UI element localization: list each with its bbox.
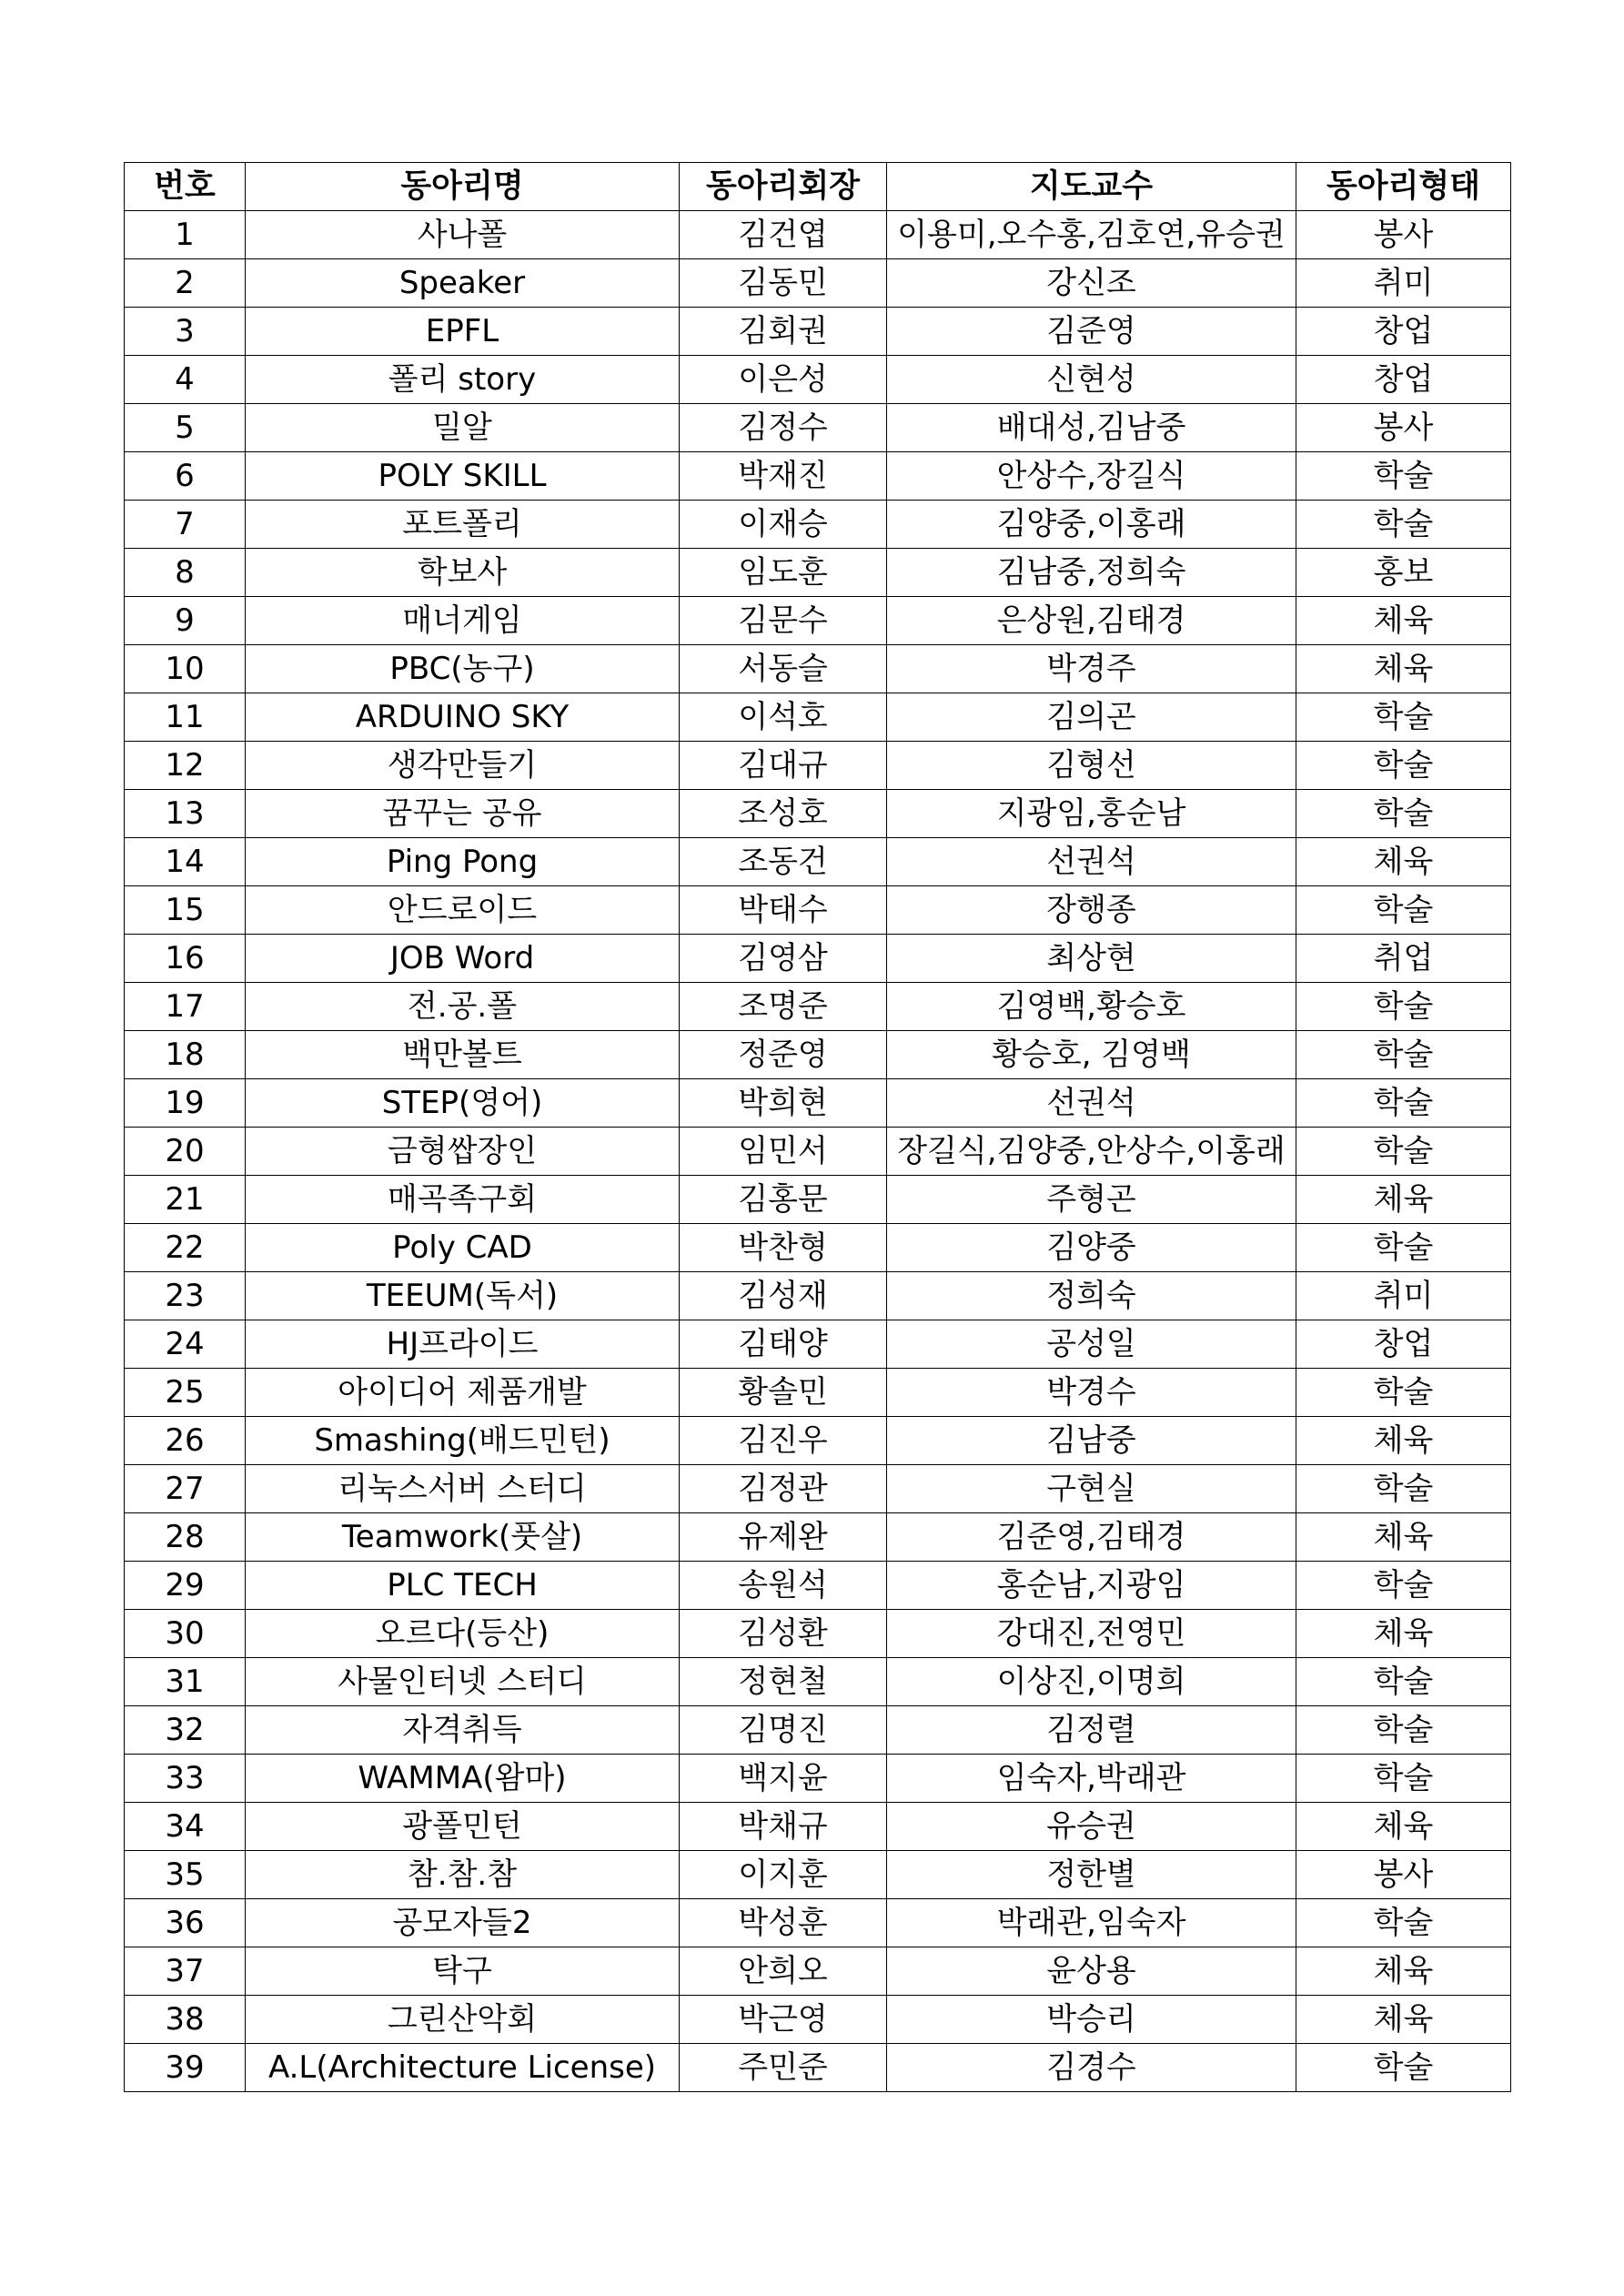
cell-number: 19 xyxy=(125,1079,246,1128)
cell-advisor: 정한별 xyxy=(887,1851,1296,1899)
cell-number: 6 xyxy=(125,452,246,501)
cell-club-president: 임민서 xyxy=(680,1128,887,1176)
cell-number: 34 xyxy=(125,1803,246,1851)
cell-advisor: 김영백,황승호 xyxy=(887,983,1296,1031)
table-row xyxy=(125,1851,1511,1899)
table-row xyxy=(125,549,1511,597)
table-row xyxy=(125,404,1511,452)
cell-number: 32 xyxy=(125,1706,246,1755)
cell-number: 28 xyxy=(125,1513,246,1562)
cell-club-type: 체육 xyxy=(1296,1417,1511,1465)
cell-club-name: EPFL xyxy=(246,308,680,356)
cell-club-name: Smashing(배드민턴) xyxy=(246,1417,680,1465)
cell-club-type: 취미 xyxy=(1296,1272,1511,1320)
cell-club-name: 리눅스서버 스터디 xyxy=(246,1465,680,1513)
cell-club-president: 조성호 xyxy=(680,790,887,838)
header-club-type: 동아리형태 xyxy=(1296,163,1511,211)
cell-club-president: 백지윤 xyxy=(680,1755,887,1803)
cell-club-name: 탁구 xyxy=(246,1947,680,1996)
cell-advisor: 윤상용 xyxy=(887,1947,1296,1996)
cell-club-president: 김동민 xyxy=(680,259,887,308)
cell-club-name: STEP(영어) xyxy=(246,1079,680,1128)
cell-number: 22 xyxy=(125,1224,246,1272)
cell-club-president: 김문수 xyxy=(680,597,887,645)
cell-club-type: 체육 xyxy=(1296,645,1511,693)
cell-number: 12 xyxy=(125,742,246,790)
cell-club-type: 체육 xyxy=(1296,1610,1511,1658)
cell-advisor: 장행종 xyxy=(887,886,1296,935)
table-row xyxy=(125,886,1511,935)
cell-club-type: 봉사 xyxy=(1296,211,1511,259)
cell-club-type: 학술 xyxy=(1296,693,1511,742)
cell-club-president: 안희오 xyxy=(680,1947,887,1996)
cell-club-type: 체육 xyxy=(1296,1996,1511,2044)
cell-number: 11 xyxy=(125,693,246,742)
cell-club-name: POLY SKILL xyxy=(246,452,680,501)
cell-number: 36 xyxy=(125,1899,246,1947)
cell-club-name: TEEUM(독서) xyxy=(246,1272,680,1320)
cell-advisor: 임숙자,박래관 xyxy=(887,1755,1296,1803)
cell-club-type: 체육 xyxy=(1296,1947,1511,1996)
cell-club-type: 학술 xyxy=(1296,790,1511,838)
cell-club-name: 꿈꾸는 공유 xyxy=(246,790,680,838)
cell-number: 9 xyxy=(125,597,246,645)
cell-club-type: 학술 xyxy=(1296,1128,1511,1176)
cell-club-president: 김회권 xyxy=(680,308,887,356)
cell-club-president: 박채규 xyxy=(680,1803,887,1851)
cell-club-name: 안드로이드 xyxy=(246,886,680,935)
cell-club-type: 체육 xyxy=(1296,597,1511,645)
cell-advisor: 최상현 xyxy=(887,935,1296,983)
cell-club-president: 조동건 xyxy=(680,838,887,886)
cell-club-type: 체육 xyxy=(1296,1176,1511,1224)
table-row xyxy=(125,742,1511,790)
cell-club-name: Ping Pong xyxy=(246,838,680,886)
cell-club-president: 유제완 xyxy=(680,1513,887,1562)
cell-advisor: 김남중 xyxy=(887,1417,1296,1465)
cell-number: 38 xyxy=(125,1996,246,2044)
cell-club-president: 박성훈 xyxy=(680,1899,887,1947)
cell-number: 27 xyxy=(125,1465,246,1513)
cell-club-president: 김성재 xyxy=(680,1272,887,1320)
header-club-president: 동아리회장 xyxy=(680,163,887,211)
cell-advisor: 김남중,정희숙 xyxy=(887,549,1296,597)
cell-club-president: 김성환 xyxy=(680,1610,887,1658)
cell-club-type: 창업 xyxy=(1296,1320,1511,1369)
cell-club-type: 학술 xyxy=(1296,1562,1511,1610)
cell-advisor: 강신조 xyxy=(887,259,1296,308)
cell-club-name: 사물인터넷 스터디 xyxy=(246,1658,680,1706)
cell-club-president: 김정수 xyxy=(680,404,887,452)
cell-club-type: 학술 xyxy=(1296,501,1511,549)
header-club-name: 동아리명 xyxy=(246,163,680,211)
cell-advisor: 신현성 xyxy=(887,356,1296,404)
cell-club-name: 그린산악회 xyxy=(246,1996,680,2044)
cell-club-name: Speaker xyxy=(246,259,680,308)
cell-club-name: 자격취득 xyxy=(246,1706,680,1755)
table-row xyxy=(125,1272,1511,1320)
cell-club-name: 광폴민턴 xyxy=(246,1803,680,1851)
cell-number: 14 xyxy=(125,838,246,886)
cell-advisor: 지광임,홍순남 xyxy=(887,790,1296,838)
cell-advisor: 유승권 xyxy=(887,1803,1296,1851)
cell-advisor: 주형곤 xyxy=(887,1176,1296,1224)
cell-club-name: 매곡족구회 xyxy=(246,1176,680,1224)
cell-club-president: 송원석 xyxy=(680,1562,887,1610)
cell-club-president: 박희현 xyxy=(680,1079,887,1128)
cell-club-type: 학술 xyxy=(1296,1899,1511,1947)
cell-club-president: 정준영 xyxy=(680,1031,887,1079)
cell-advisor: 구현실 xyxy=(887,1465,1296,1513)
cell-club-name: 사나폴 xyxy=(246,211,680,259)
table-row xyxy=(125,1031,1511,1079)
cell-club-president: 김대규 xyxy=(680,742,887,790)
cell-number: 2 xyxy=(125,259,246,308)
cell-advisor: 선권석 xyxy=(887,838,1296,886)
table-row xyxy=(125,597,1511,645)
cell-club-type: 봉사 xyxy=(1296,404,1511,452)
cell-club-name: 공모자들2 xyxy=(246,1899,680,1947)
cell-club-name: 아이디어 제품개발 xyxy=(246,1369,680,1417)
cell-advisor: 김의곤 xyxy=(887,693,1296,742)
cell-club-type: 취미 xyxy=(1296,259,1511,308)
cell-advisor: 박승리 xyxy=(887,1996,1296,2044)
cell-club-president: 박근영 xyxy=(680,1996,887,2044)
cell-club-name: Poly CAD xyxy=(246,1224,680,1272)
cell-club-name: 밀알 xyxy=(246,404,680,452)
cell-club-name: 금형쌉장인 xyxy=(246,1128,680,1176)
club-table xyxy=(124,162,1511,2092)
cell-club-type: 체육 xyxy=(1296,1803,1511,1851)
cell-club-type: 창업 xyxy=(1296,356,1511,404)
cell-number: 33 xyxy=(125,1755,246,1803)
cell-club-president: 김건엽 xyxy=(680,211,887,259)
cell-club-name: 매너게임 xyxy=(246,597,680,645)
cell-club-type: 학술 xyxy=(1296,1465,1511,1513)
cell-club-type: 학술 xyxy=(1296,452,1511,501)
table-row xyxy=(125,983,1511,1031)
cell-number: 10 xyxy=(125,645,246,693)
cell-club-type: 학술 xyxy=(1296,886,1511,935)
cell-number: 39 xyxy=(125,2044,246,2092)
cell-club-type: 학술 xyxy=(1296,1706,1511,1755)
cell-club-president: 박태수 xyxy=(680,886,887,935)
cell-club-name: 생각만들기 xyxy=(246,742,680,790)
cell-club-president: 이재승 xyxy=(680,501,887,549)
table-row xyxy=(125,1899,1511,1947)
cell-advisor: 안상수,장길식 xyxy=(887,452,1296,501)
cell-number: 13 xyxy=(125,790,246,838)
cell-advisor: 박경수 xyxy=(887,1369,1296,1417)
cell-club-president: 이지훈 xyxy=(680,1851,887,1899)
cell-club-type: 학술 xyxy=(1296,1079,1511,1128)
cell-number: 4 xyxy=(125,356,246,404)
table-row xyxy=(125,1176,1511,1224)
cell-club-name: JOB Word xyxy=(246,935,680,983)
table-row xyxy=(125,259,1511,308)
cell-club-name: WAMMA(왐마) xyxy=(246,1755,680,1803)
table-row xyxy=(125,1706,1511,1755)
cell-club-name: A.L(Architecture License) xyxy=(246,2044,680,2092)
cell-club-president: 조명준 xyxy=(680,983,887,1031)
table-row xyxy=(125,1079,1511,1128)
cell-number: 7 xyxy=(125,501,246,549)
cell-advisor: 장길식,김양중,안상수,이홍래 xyxy=(887,1128,1296,1176)
cell-club-name: 폴리 story xyxy=(246,356,680,404)
cell-number: 24 xyxy=(125,1320,246,1369)
cell-advisor: 김정렬 xyxy=(887,1706,1296,1755)
cell-club-name: PLC TECH xyxy=(246,1562,680,1610)
cell-club-type: 학술 xyxy=(1296,2044,1511,2092)
cell-number: 5 xyxy=(125,404,246,452)
table-row xyxy=(125,838,1511,886)
cell-advisor: 박래관,임숙자 xyxy=(887,1899,1296,1947)
cell-club-name: 오르다(등산) xyxy=(246,1610,680,1658)
cell-club-name: 전.공.폴 xyxy=(246,983,680,1031)
cell-number: 29 xyxy=(125,1562,246,1610)
cell-club-name: ARDUINO SKY xyxy=(246,693,680,742)
cell-club-name: HJ프라이드 xyxy=(246,1320,680,1369)
table-row xyxy=(125,1658,1511,1706)
table-row xyxy=(125,1128,1511,1176)
cell-number: 8 xyxy=(125,549,246,597)
cell-club-president: 김영삼 xyxy=(680,935,887,983)
cell-club-type: 창업 xyxy=(1296,308,1511,356)
cell-number: 18 xyxy=(125,1031,246,1079)
table-row xyxy=(125,356,1511,404)
cell-club-type: 취업 xyxy=(1296,935,1511,983)
table-row xyxy=(125,1513,1511,1562)
cell-number: 20 xyxy=(125,1128,246,1176)
cell-club-president: 황솔민 xyxy=(680,1369,887,1417)
cell-club-type: 봉사 xyxy=(1296,1851,1511,1899)
cell-club-president: 박재진 xyxy=(680,452,887,501)
table-row xyxy=(125,1369,1511,1417)
cell-advisor: 김준영,김태경 xyxy=(887,1513,1296,1562)
cell-advisor: 김양중 xyxy=(887,1224,1296,1272)
cell-number: 26 xyxy=(125,1417,246,1465)
cell-advisor: 박경주 xyxy=(887,645,1296,693)
cell-club-type: 홍보 xyxy=(1296,549,1511,597)
cell-club-name: 포트폴리 xyxy=(246,501,680,549)
table-row xyxy=(125,693,1511,742)
cell-advisor: 정희숙 xyxy=(887,1272,1296,1320)
cell-club-name: Teamwork(풋살) xyxy=(246,1513,680,1562)
header-advisor: 지도교수 xyxy=(887,163,1296,211)
table-row xyxy=(125,1224,1511,1272)
cell-club-type: 학술 xyxy=(1296,1369,1511,1417)
cell-number: 16 xyxy=(125,935,246,983)
cell-club-type: 체육 xyxy=(1296,1513,1511,1562)
cell-club-president: 서동슬 xyxy=(680,645,887,693)
table-row xyxy=(125,1320,1511,1369)
table-row xyxy=(125,501,1511,549)
cell-club-name: PBC(농구) xyxy=(246,645,680,693)
cell-advisor: 황승호, 김영백 xyxy=(887,1031,1296,1079)
table-row xyxy=(125,645,1511,693)
cell-advisor: 김준영 xyxy=(887,308,1296,356)
cell-advisor: 강대진,전영민 xyxy=(887,1610,1296,1658)
cell-club-type: 학술 xyxy=(1296,742,1511,790)
cell-club-president: 주민준 xyxy=(680,2044,887,2092)
cell-club-president: 김진우 xyxy=(680,1417,887,1465)
cell-advisor: 이용미,오수홍,김호연,유승권 xyxy=(887,211,1296,259)
header-number: 번호 xyxy=(125,163,246,211)
club-table-header xyxy=(125,163,1511,211)
cell-advisor: 은상원,김태경 xyxy=(887,597,1296,645)
table-row xyxy=(125,308,1511,356)
cell-club-president: 박찬형 xyxy=(680,1224,887,1272)
cell-number: 17 xyxy=(125,983,246,1031)
cell-number: 35 xyxy=(125,1851,246,1899)
cell-club-president: 정현철 xyxy=(680,1658,887,1706)
cell-club-type: 학술 xyxy=(1296,1755,1511,1803)
header-row xyxy=(125,163,1511,211)
cell-club-type: 학술 xyxy=(1296,1031,1511,1079)
cell-advisor: 김형선 xyxy=(887,742,1296,790)
table-row xyxy=(125,1610,1511,1658)
cell-number: 30 xyxy=(125,1610,246,1658)
cell-club-type: 학술 xyxy=(1296,1224,1511,1272)
table-row xyxy=(125,1803,1511,1851)
cell-advisor: 공성일 xyxy=(887,1320,1296,1369)
table-row xyxy=(125,1947,1511,1996)
table-row xyxy=(125,211,1511,259)
table-row xyxy=(125,1755,1511,1803)
cell-advisor: 배대성,김남중 xyxy=(887,404,1296,452)
cell-advisor: 김경수 xyxy=(887,2044,1296,2092)
cell-club-president: 이석호 xyxy=(680,693,887,742)
table-row xyxy=(125,452,1511,501)
cell-club-name: 백만볼트 xyxy=(246,1031,680,1079)
cell-advisor: 선권석 xyxy=(887,1079,1296,1128)
cell-number: 1 xyxy=(125,211,246,259)
cell-club-president: 임도훈 xyxy=(680,549,887,597)
cell-advisor: 홍순남,지광임 xyxy=(887,1562,1296,1610)
table-row xyxy=(125,790,1511,838)
cell-number: 37 xyxy=(125,1947,246,1996)
cell-club-president: 김정관 xyxy=(680,1465,887,1513)
cell-club-president: 김홍문 xyxy=(680,1176,887,1224)
table-row xyxy=(125,1996,1511,2044)
cell-number: 21 xyxy=(125,1176,246,1224)
cell-number: 23 xyxy=(125,1272,246,1320)
cell-advisor: 김양중,이홍래 xyxy=(887,501,1296,549)
cell-number: 31 xyxy=(125,1658,246,1706)
cell-number: 3 xyxy=(125,308,246,356)
table-row xyxy=(125,1417,1511,1465)
cell-club-type: 학술 xyxy=(1296,1658,1511,1706)
table-row xyxy=(125,1465,1511,1513)
club-table-body xyxy=(125,211,1511,2092)
cell-club-name: 참.참.참 xyxy=(246,1851,680,1899)
cell-club-president: 김명진 xyxy=(680,1706,887,1755)
table-row xyxy=(125,2044,1511,2092)
cell-club-president: 김태양 xyxy=(680,1320,887,1369)
cell-number: 15 xyxy=(125,886,246,935)
table-row xyxy=(125,1562,1511,1610)
cell-advisor: 이상진,이명희 xyxy=(887,1658,1296,1706)
cell-club-type: 체육 xyxy=(1296,838,1511,886)
cell-club-president: 이은성 xyxy=(680,356,887,404)
cell-club-type: 학술 xyxy=(1296,983,1511,1031)
cell-number: 25 xyxy=(125,1369,246,1417)
cell-club-name: 학보사 xyxy=(246,549,680,597)
table-row xyxy=(125,935,1511,983)
